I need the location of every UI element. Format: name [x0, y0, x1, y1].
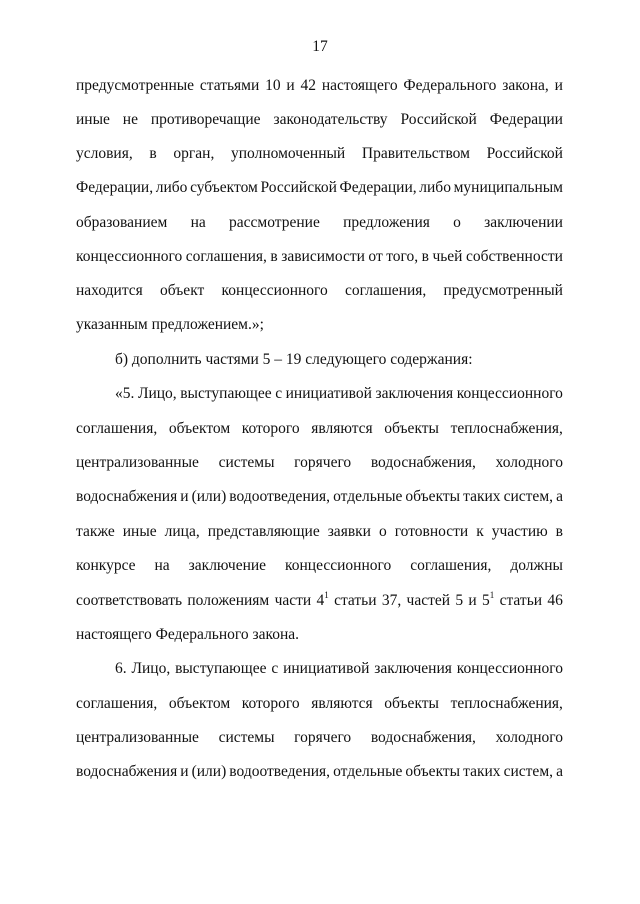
word: централизованные — [76, 454, 199, 471]
word: Федерального — [403, 77, 497, 94]
superscript: 1 — [489, 589, 495, 600]
word: Федерации — [489, 111, 563, 128]
word: в — [421, 248, 429, 265]
word: системы — [218, 454, 275, 471]
word: противоречащие — [150, 111, 261, 128]
word: заключение — [188, 557, 267, 574]
word: (или) — [191, 488, 227, 505]
word: заявки — [327, 523, 371, 540]
word: законодательству — [273, 111, 388, 128]
text-line — [76, 75, 563, 97]
word: предложения — [343, 214, 430, 231]
word: находится — [76, 282, 143, 299]
word: таких — [463, 488, 501, 505]
text-line — [76, 761, 563, 783]
word: концессионного — [456, 385, 563, 402]
word: Правительством — [361, 145, 470, 162]
text-line: настоящего Федерального закона. — [76, 626, 300, 643]
word: и — [286, 77, 295, 94]
word: водоотведения, — [229, 763, 331, 780]
word: соглашения, — [185, 248, 267, 265]
word: инициативой — [283, 660, 370, 677]
word: также — [76, 523, 115, 540]
word: объектом — [168, 420, 231, 437]
word: теплоснабжения, — [450, 420, 563, 437]
word: 6. — [115, 660, 127, 677]
word: условия, — [76, 145, 133, 162]
text-line — [76, 693, 563, 715]
word: соглашения, — [76, 420, 158, 437]
word: соглашения, — [345, 282, 427, 299]
word: 37, — [381, 592, 402, 609]
word: в — [149, 145, 157, 162]
text-line — [76, 418, 563, 440]
word: частей — [406, 592, 451, 609]
word: орган, — [173, 145, 215, 162]
word: участию — [491, 523, 548, 540]
word: лица, — [164, 523, 200, 540]
word: иные — [76, 111, 110, 128]
word: водоснабжения, — [370, 729, 476, 746]
word: которого — [241, 420, 300, 437]
word: Российской — [486, 145, 563, 162]
text-line — [76, 280, 563, 302]
word: предусмотренный — [443, 282, 563, 299]
word: статьи — [499, 592, 543, 609]
word: концессионного — [76, 248, 183, 265]
word: выступающее — [180, 385, 272, 402]
word: муниципальным — [453, 179, 563, 196]
word: должны — [510, 557, 563, 574]
word: отдельные — [333, 763, 403, 780]
word: централизованные — [76, 729, 199, 746]
word: с — [275, 385, 283, 402]
word: концессионного — [221, 282, 328, 299]
word: концессионного — [456, 660, 563, 677]
word: и — [554, 77, 563, 94]
word: конкурсе — [76, 557, 136, 574]
word: Федерации, — [339, 179, 417, 196]
word: от — [368, 248, 383, 265]
word: образованием — [76, 214, 168, 231]
word — [482, 590, 494, 612]
word: таких — [463, 763, 501, 780]
word: водоснабжения — [76, 488, 178, 505]
word: холодного — [495, 729, 563, 746]
word: части — [274, 592, 312, 609]
word: и — [180, 763, 189, 780]
word: соответствовать — [76, 592, 183, 609]
word: предусмотренные — [76, 77, 195, 94]
word — [317, 590, 329, 612]
word: водоснабжения — [76, 763, 178, 780]
text-line: указанным предложением.»; — [76, 316, 264, 333]
text-line: б) дополнить частями 5 – 19 следующего содержания: — [115, 351, 473, 368]
text-line — [76, 590, 563, 612]
text-line — [76, 177, 563, 199]
word: и — [180, 488, 189, 505]
word: готовности — [394, 523, 469, 540]
text-line — [76, 486, 563, 508]
word: того, — [386, 248, 419, 265]
word: 46 — [547, 592, 563, 609]
word: водоснабжения, — [370, 454, 476, 471]
text-line — [76, 727, 563, 749]
text-line — [76, 143, 563, 165]
word: 5 — [455, 592, 464, 609]
word: заключении — [484, 214, 563, 231]
superscript: 1 — [324, 589, 329, 600]
word: рассмотрение — [229, 214, 320, 231]
word: горячего — [294, 454, 352, 471]
word: иные — [122, 523, 157, 540]
word: объект — [160, 282, 205, 299]
word: статьями — [199, 77, 260, 94]
word: субъектом — [190, 179, 258, 196]
word: в — [555, 523, 563, 540]
word: систем, — [503, 488, 554, 505]
word: настоящего — [321, 77, 398, 94]
word: Российской — [260, 179, 337, 196]
word: положениям — [187, 592, 270, 609]
word: не — [122, 111, 138, 128]
word: горячего — [294, 729, 352, 746]
text-line — [76, 521, 563, 543]
text-line — [76, 212, 563, 234]
word: являются — [311, 695, 373, 712]
word: а — [556, 488, 563, 505]
word: к — [476, 523, 484, 540]
text-line — [115, 658, 563, 680]
word: 5 — [482, 592, 490, 609]
text-line — [115, 383, 563, 405]
word: систем, — [503, 763, 554, 780]
word: инициативой — [285, 385, 372, 402]
word: объекты — [384, 420, 439, 437]
word: представляющие — [207, 523, 320, 540]
word: о — [453, 214, 461, 231]
word: объекты — [405, 763, 461, 780]
word: зависимости — [281, 248, 365, 265]
word: которого — [241, 695, 300, 712]
word: холодного — [495, 454, 563, 471]
word: объекты — [384, 695, 439, 712]
word: соглашения, — [410, 557, 492, 574]
word: о — [378, 523, 387, 540]
word: объектом — [168, 695, 231, 712]
word: с — [271, 660, 279, 677]
word: являются — [311, 420, 373, 437]
word: отдельные — [333, 488, 403, 505]
word: теплоснабжения, — [450, 695, 563, 712]
word: (или) — [191, 763, 227, 780]
word: чьей — [432, 248, 463, 265]
word: Российской — [400, 111, 477, 128]
word: соглашения, — [76, 695, 158, 712]
word: либо — [419, 179, 451, 196]
word: Лицо, — [137, 385, 177, 402]
text-line — [76, 555, 563, 577]
word: а — [556, 763, 563, 780]
word: в — [270, 248, 278, 265]
word: заключения — [375, 385, 454, 402]
word: 10 — [265, 77, 281, 94]
word: Лицо, — [131, 660, 171, 677]
word: концессионного — [285, 557, 392, 574]
word: системы — [218, 729, 275, 746]
word: водоотведения, — [229, 488, 331, 505]
word: заключения — [374, 660, 452, 677]
word: Федерации, — [76, 179, 154, 196]
text-line — [76, 452, 563, 474]
word: выступающее — [175, 660, 267, 677]
word: закона, — [502, 77, 549, 94]
word: либо — [155, 179, 188, 196]
text-line — [76, 246, 563, 268]
word: 42 — [300, 77, 317, 94]
word: объекты — [405, 488, 461, 505]
word: и — [468, 592, 477, 609]
word: статьи — [334, 592, 377, 609]
word: собственности — [465, 248, 563, 265]
word: на — [190, 214, 206, 231]
word: на — [154, 557, 170, 574]
text-line — [76, 109, 563, 131]
word: «5. — [115, 385, 135, 402]
word: 4 — [316, 592, 325, 609]
page-number: 17 — [312, 38, 328, 55]
word: уполномоченный — [231, 145, 346, 162]
